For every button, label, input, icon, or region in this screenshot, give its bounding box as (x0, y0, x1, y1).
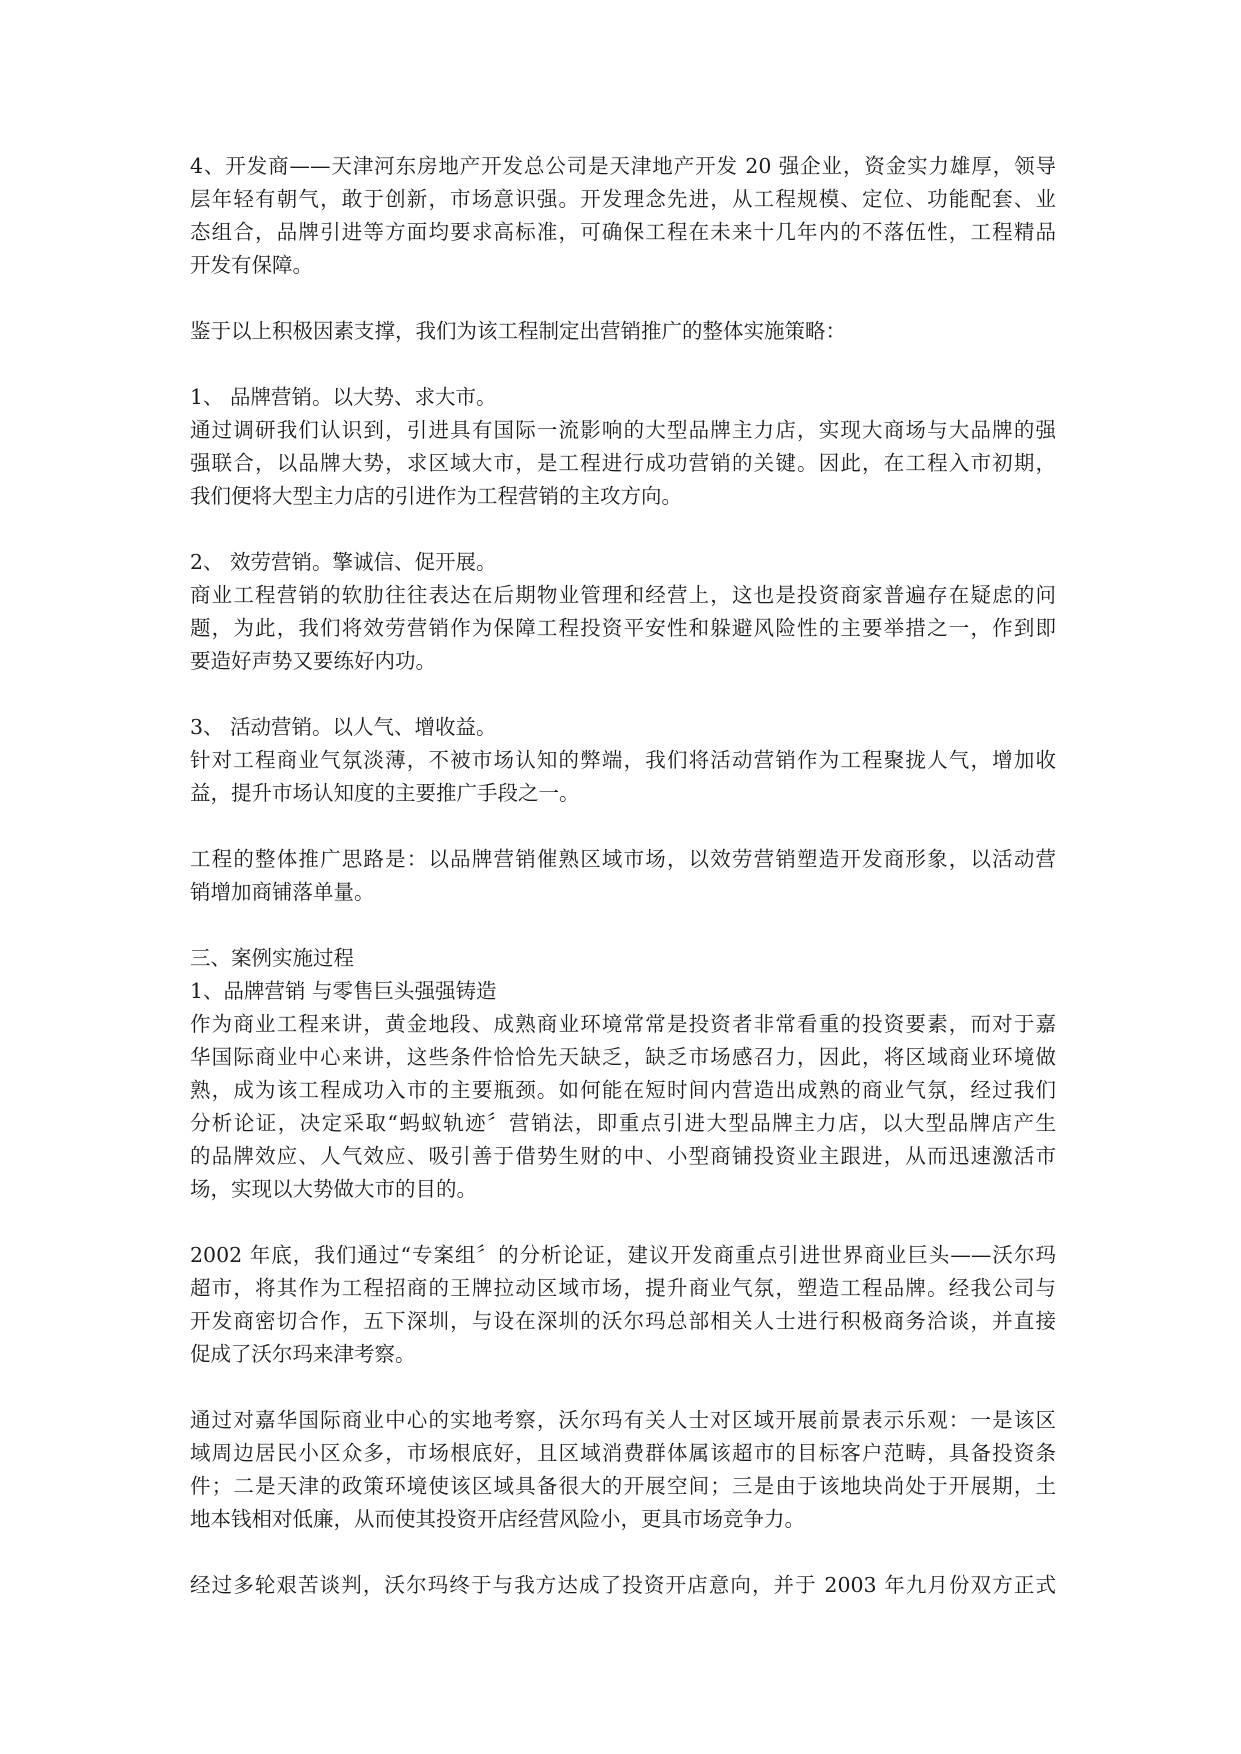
text-line: 4、开发商——天津河东房地产开发总公司是天津地产开发 20 强企业，资金实力雄厚，领导 (190, 154, 1056, 178)
text-line: 作为商业工程来讲，黄金地段、成熟商业环境常常是投资者非常看重的投资要素，而对于嘉 (190, 1012, 1056, 1036)
text-line: 域周边居民小区众多，市场根底好，且区域消费群体属该超市的目标客户范畴，具备投资条 (190, 1441, 1056, 1465)
text-line: 的品牌效应、人气效应、吸引善于借势生财的中、小型商铺投资业主跟进，从而迅速激活市 (190, 1144, 1056, 1168)
text-line: 2、 效劳营销。擎诚信、促开展。 (190, 550, 497, 574)
paragraph-gap (190, 678, 1056, 711)
text-line: 我们便将大型主力店的引进作为工程营销的主攻方向。 (190, 484, 682, 508)
text-line: 场，实现以大势做大市的目的。 (190, 1177, 477, 1201)
text-line: 分析论证，决定采取“蚂蚁轨迹〞营销法，即重点引进大型品牌主力店，以大型品牌店产生 (190, 1111, 1056, 1135)
text-line: 三、案例实施过程 (190, 946, 354, 970)
text-line: 态组合，品牌引进等方面均要求高标准，可确保工程在未来十几年内的不落伍性，工程精品 (190, 220, 1056, 244)
text-line: 熟，成为该工程成功入市的主要瓶颈。如何能在短时间内营造出成熟的商业气氛，经过我们 (190, 1078, 1056, 1102)
text-line: 通过对嘉华国际商业中心的实地考察，沃尔玛有关人士对区域开展前景表示乐观：一是该区 (190, 1408, 1056, 1432)
text-line: 1、品牌营销 与零售巨头强强铸造 (190, 979, 497, 1003)
text-line: 经过多轮艰苦谈判，沃尔玛终于与我方达成了投资开店意向，并于 2003 年九月份双方正式 (190, 1573, 1056, 1597)
text-line: 鉴于以上积极因素支撑，我们为该工程制定出营销推广的整体实施策略： (190, 319, 846, 343)
paragraph-gap (190, 282, 1056, 315)
text-line: 3、 活动营销。以人气、增收益。 (190, 715, 497, 739)
text-line: 题，为此，我们将效劳营销作为保障工程投资平安性和躲避风险性的主要举措之一，作到即 (190, 616, 1056, 640)
text-line: 要造好声势又要练好内功。 (190, 649, 436, 673)
paragraph-gap (190, 1206, 1056, 1239)
text-line: 开发商密切合作，五下深圳，与设在深圳的沃尔玛总部相关人士进行积极商务洽谈，并直接 (190, 1309, 1056, 1333)
paragraph-gap (190, 348, 1056, 381)
text-line: 销增加商铺落单量。 (190, 880, 375, 904)
text-line: 强联合，以品牌大势，求区域大市，是工程进行成功营销的关键。因此，在工程入市初期， (190, 451, 1056, 475)
paragraph-gap (190, 810, 1056, 843)
text-line: 益，提升市场认知度的主要推广手段之一。 (190, 781, 580, 805)
text-line: 通过调研我们认识到，引进具有国际一流影响的大型品牌主力店，实现大商场与大品牌的强 (190, 418, 1056, 442)
text-line: 工程的整体推广思路是：以品牌营销催熟区域市场，以效劳营销塑造开发商形象，以活动营 (190, 847, 1056, 871)
paragraph-gap (190, 513, 1056, 546)
paragraph-gap (190, 1536, 1056, 1569)
text-line: 开发有保障。 (190, 253, 313, 277)
document-page (190, 150, 1056, 1602)
text-line: 促成了沃尔玛来津考察。 (190, 1342, 416, 1366)
text-line: 地本钱相对低廉，从而使其投资开店经营风险小，更具市场竞争力。 (190, 1507, 805, 1531)
paragraph-gap (190, 1371, 1056, 1404)
text-line: 华国际商业中心来讲，这些条件恰恰先天缺乏，缺乏市场感召力，因此，将区域商业环境做 (190, 1045, 1056, 1069)
text-line: 超市，将其作为工程招商的王牌拉动区域市场，提升商业气氛，塑造工程品牌。经我公司与 (190, 1276, 1056, 1300)
text-line: 层年轻有朝气，敢于创新，市场意识强。开发理念先进，从工程规模、定位、功能配套、业 (190, 187, 1056, 211)
text-line: 2002 年底，我们通过“专案组〞的分析论证，建议开发商重点引进世界商业巨头——沃尔玛 (190, 1243, 1056, 1267)
text-line: 1、 品牌营销。以大势、求大市。 (190, 385, 497, 409)
text-line: 针对工程商业气氛淡薄，不被市场认知的弊端，我们将活动营销作为工程聚拢人气，增加收 (190, 748, 1056, 772)
text-line: 商业工程营销的软肋往往表达在后期物业管理和经营上，这也是投资商家普遍存在疑虑的问 (190, 583, 1056, 607)
text-line: 件；二是天津的政策环境使该区域具备很大的开展空间；三是由于该地块尚处于开展期，土 (190, 1474, 1056, 1498)
paragraph-gap (190, 909, 1056, 942)
